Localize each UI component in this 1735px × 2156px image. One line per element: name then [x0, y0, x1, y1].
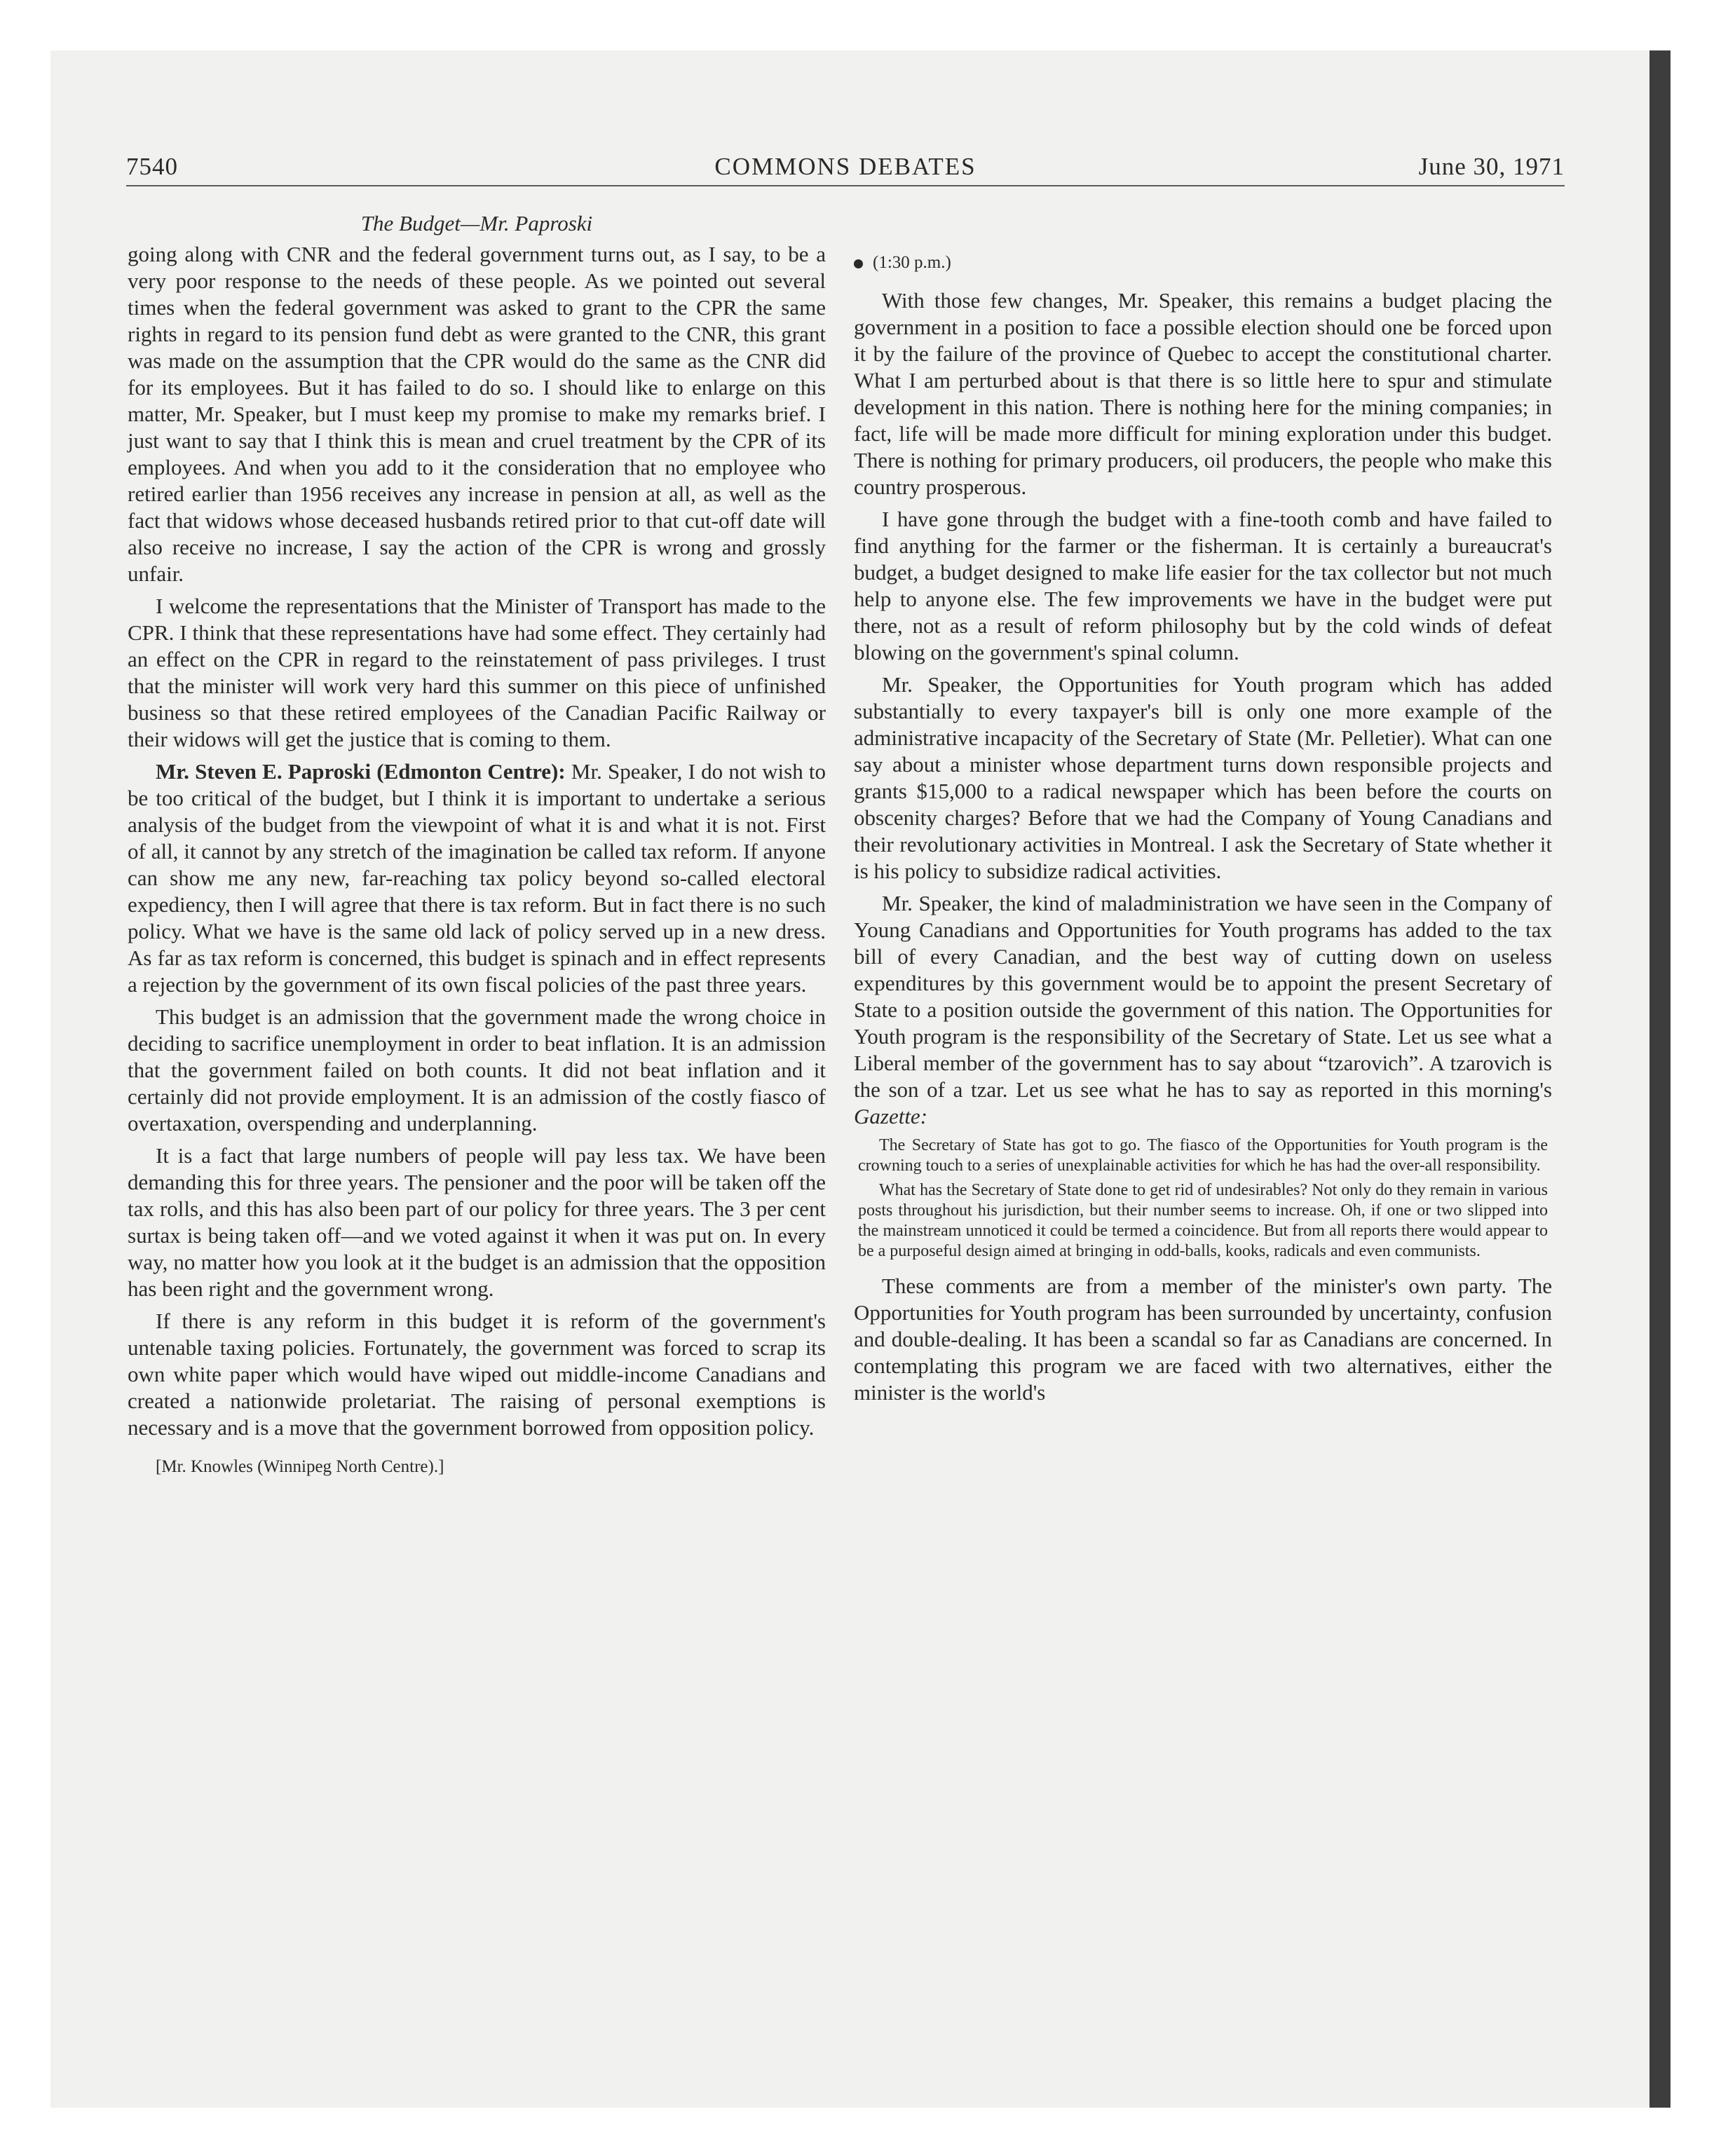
paragraph: If there is any reform in this budget it is reform of the government's untenable taxing policies. Fortunately, the government was forced to scrap its own white paper which would have wiped out middle-income Canadians and created a nationwide proletariat. The raising of personal exemptions is necessary and is a move that the government borrowed from opposition policy.: [128, 1309, 826, 1440]
paragraph: I have gone through the budget with a fine-tooth comb and have failed to find anything for the farmer or the fisherman. It is certainly a bureaucrat's budget, a budget designed to make life easier for the tax collector but not much help to anyone else. The few improvements we have in the budget were put there, not as a result of reform philosophy but by the cold winds of defeat blowing on the government's spinal column.: [854, 507, 1552, 664]
block-quote: [854, 1135, 1552, 1262]
speaker-name: Mr. Steven E. Paproski (Edmonton Centre):: [156, 759, 566, 784]
paragraph: These comments are from a member of the minister's own party. The Opportunities for Youth program has been surrounded by uncertainty, confusion and double-dealing. It has been a scandal so far as Canadians are concerned. In contemplating this program we are faced with two alternatives, either the minister is the world's: [854, 1274, 1552, 1405]
paragraph: With those few changes, Mr. Speaker, this remains a budget placing the government in a position to face a possible election should one be forced upon it by the failure of the province of Quebec to accept the constitutional charter. What I am perturbed about is that there is so little here to spur and stimulate development in this nation. There is nothing here for the mining companies; in fact, life will be made more difficult for mining exploration under this budget. There is nothing for primary producers, oil producers, the people who make this country prosperous.: [854, 288, 1552, 499]
right-column: [854, 287, 1552, 1412]
paragraph: going along with CNR and the federal government turns out, as I say, to be a very poor response to the needs of these people. As we pointed out several times when the federal government was asked to grant to the CPR the same rights in regard to its pension fund debt as were granted to the CNR, this grant was made on the assumption that the CPR would do the same as the CNR did for its employees. But it has failed to do so. I should like to enlarge on this matter, Mr. Speaker, but I must keep my promise to make my remarks brief. I just want to say that I think this is mean and cruel treatment by the CPR of its employees. And when you add to it the consideration that no employee who retired earlier than 1956 receives any increase in pension at all, as well as the fact that widows whose deceased husbands retired prior to that cut-off date will also receive no increase, I say the action of the CPR is wrong and grossly unfair.: [128, 242, 826, 586]
gazette-title: Gazette:: [854, 1104, 928, 1128]
source-note: [Mr. Knowles (Winnipeg North Centre).]: [156, 1457, 444, 1476]
quote-paragraph: The Secretary of State has got to go. The fiasco of the Opportunities for Youth program is the crowning touch to a series of unexplainable activities for which he has had the over-all responsibility.: [858, 1136, 1548, 1175]
paragraph: I welcome the representations that the Minister of Transport has made to the CPR. I think that these representations have had some effect. They certainly had an effect on the CPR in regard to the reinstatement of pass privileges. I trust that the minister will work very hard this summer on this piece of unfinished business so that these retired employees of the Canadian Pacific Railway or their widows will get the justice that is coming to them.: [128, 594, 826, 751]
quote-paragraph: What has the Secretary of State done to get rid of undesirables? Not only do they remain in various posts throughout his jurisdiction, but their number seems to increase. Oh, if one or two slipped into the mainstream unnoticed it could be termed a coincidence. But from all reports there would appear to be a purposeful design aimed at bringing in odd-balls, kooks, radicals and even communists.: [858, 1181, 1548, 1260]
publication-title: COMMONS DEBATES: [714, 153, 977, 180]
left-column: [128, 210, 826, 1480]
running-head: The Budget—Mr. Paproski: [360, 211, 593, 236]
paragraph: Mr. Speaker, the Opportunities for Youth program which has added substantially to every taxpayer's bill is only one more example of the administrative incapacity of the Secretary of State (Mr. Pelletier). What can one say about a minister whose department turns down responsible projects and grants $15,000 to a radical newspaper which has been before the courts on obscenity charges? Before that we had the Company of Young Canadians and their revolutionary activities in Montreal. I ask the Secretary of State whether it is his policy to subsidize radical activities.: [854, 672, 1552, 883]
time-stamp: [854, 252, 951, 273]
scan-edge-bar: [1649, 50, 1671, 2108]
page-number: 7540: [126, 153, 178, 180]
time-stamp-text: (1:30 p.m.): [873, 253, 951, 272]
speaker-text: Mr. Speaker, I do not wish to be too critical of the budget, but I think it is important to undertake a serious analysis of the budget from the viewpoint of what it is and what it is not. First of all, it cannot by any stretch of the imagination be called tax reform. If anyone can show me any new, far-reaching tax policy beyond so-called electoral expediency, then I will agree that there is tax reform. But in fact there is no such policy. What we have is the same old lack of policy served up in a new dress. As far as tax reform is concerned, this budget is spinach and in effect represents a rejection by the government of its own fiscal policies of the past three years.: [128, 759, 826, 997]
page-header: [126, 153, 1565, 186]
speaker-paragraph: [128, 758, 826, 998]
paragraph: This budget is an admission that the government made the wrong choice in deciding to sacrifice unemployment in order to beat inflation. It is an admission that the government failed on both counts. It did not beat inflation and it certainly did not provide employment. It is an admission of the costly fiasco of overtaxation, overspending and underplanning.: [128, 1004, 826, 1135]
paragraph: [854, 890, 1552, 1130]
publication-date: June 30, 1971: [1418, 153, 1565, 180]
bullet-icon: [854, 259, 863, 268]
paragraph-text: Mr. Speaker, the kind of maladministration we have seen in the Company of Young Canadians and Opportunities for Youth programs has added to the tax bill of every Canadian, and the best way of cutting down on useless expenditures by this government would be to appoint the present Secretary of State to a position outside the government of this nation. The Opportunities for Youth program is the responsibility of the Secretary of State. Let us see what a Liberal member of the government has to say about “tzarovich”. A tzarovich is the son of a tzar. Let us see what he has to say as reported in this morning's: [854, 891, 1552, 1102]
paragraph: It is a fact that large numbers of people will pay less tax. We have been demanding this for three years. The pensioner and the poor will be taken off the tax rolls, and this has also been part of our policy for three years. The 3 per cent surtax is being taken off—and we voted against it when it was put on. In every way, no matter how you look at it the budget is an admission that the opposition has been right and the government wrong.: [128, 1143, 826, 1301]
